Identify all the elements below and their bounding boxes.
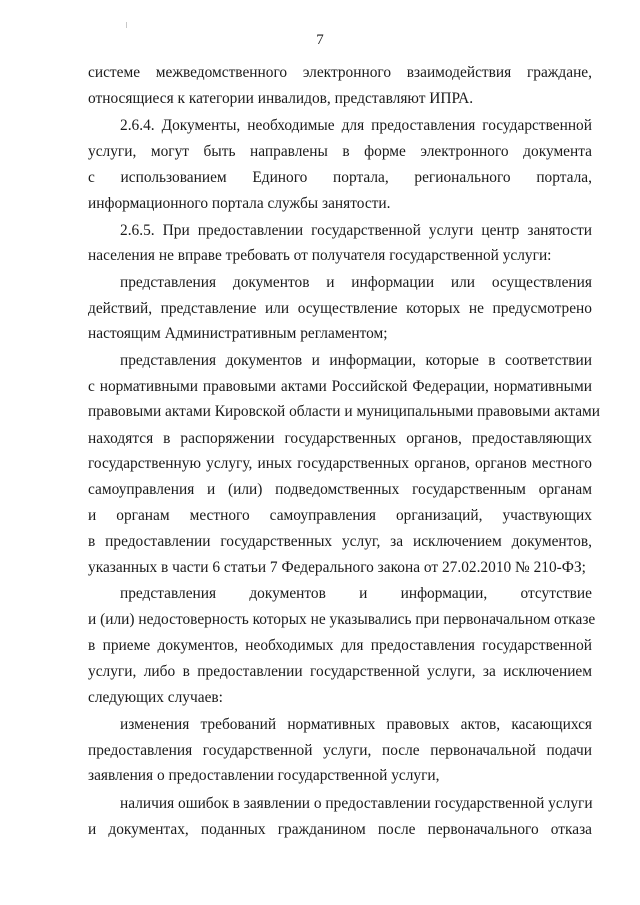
- text-line: представления документов и информации, отсутствие: [120, 585, 592, 602]
- text-line: услуги, либо в предоставлении государственной услуги, за исключением: [88, 663, 592, 680]
- text-line: и документах, поданных гражданином после первоначального отказа: [88, 821, 592, 838]
- text-line: заявления о предоставлении государственной услуги,: [88, 767, 440, 784]
- text-line: и (или) недостоверность которых не указывались при первоначальном отказе: [88, 611, 596, 628]
- text-line: услуги, могут быть направлены в форме электронного документа: [88, 143, 592, 160]
- text-line: относящиеся к категории инвалидов, представляют ИПРА.: [88, 90, 474, 107]
- text-line: информационного портала службы занятости.: [88, 195, 391, 212]
- text-line: самоуправления и (или) подведомственных государственным органам: [88, 481, 592, 498]
- text-line: 2.6.4. Документы, необходимые для предоставления государственной: [120, 117, 592, 134]
- text-line: указанных в части 6 статьи 7 Федерального закона от 27.02.2010 № 210-ФЗ;: [88, 559, 586, 576]
- page-number: 7: [316, 32, 324, 48]
- text-line: следующих случаев:: [88, 689, 223, 706]
- text-line: и органам местного самоуправления организаций, участвующих: [88, 507, 592, 524]
- text-line: населения не вправе требовать от получателя государственной услуги:: [88, 247, 552, 264]
- text-line: находятся в распоряжении государственных органов, предоставляющих: [88, 430, 592, 447]
- text-line: правовыми актами Кировской области и муниципальными правовыми актами: [88, 403, 601, 420]
- text-line: 2.6.5. При предоставлении государственной услуги центр занятости: [120, 222, 592, 239]
- text-line: в приеме документов, необходимых для предоставления государственной: [88, 637, 592, 654]
- text-line: наличия ошибок в заявлении о предоставлении государственной услуги: [120, 795, 593, 812]
- text-line: представления документов и информации или осуществления: [120, 274, 592, 291]
- text-line: системе межведомственного электронного взаимодействия граждане,: [88, 64, 592, 81]
- text-line: настоящим Административным регламентом;: [88, 325, 388, 342]
- text-line: с нормативными правовыми актами Российской Федерации, нормативными: [88, 378, 592, 395]
- text-line: действий, представление или осуществление которых не предусмотрено: [88, 300, 592, 317]
- text-line: представления документов и информации, которые в соответствии: [120, 352, 592, 369]
- text-line: с использованием Единого портала, регионального портала,: [88, 169, 592, 186]
- text-line: государственную услугу, иных государственных органов, органов местного: [88, 455, 592, 472]
- margin-mark: [126, 22, 127, 28]
- text-line: предоставления государственной услуги, после первоначальной подачи: [88, 742, 592, 759]
- text-line: в предоставлении государственных услуг, за исключением документов,: [88, 533, 592, 550]
- text-line: изменения требований нормативных правовых актов, касающихся: [120, 716, 592, 733]
